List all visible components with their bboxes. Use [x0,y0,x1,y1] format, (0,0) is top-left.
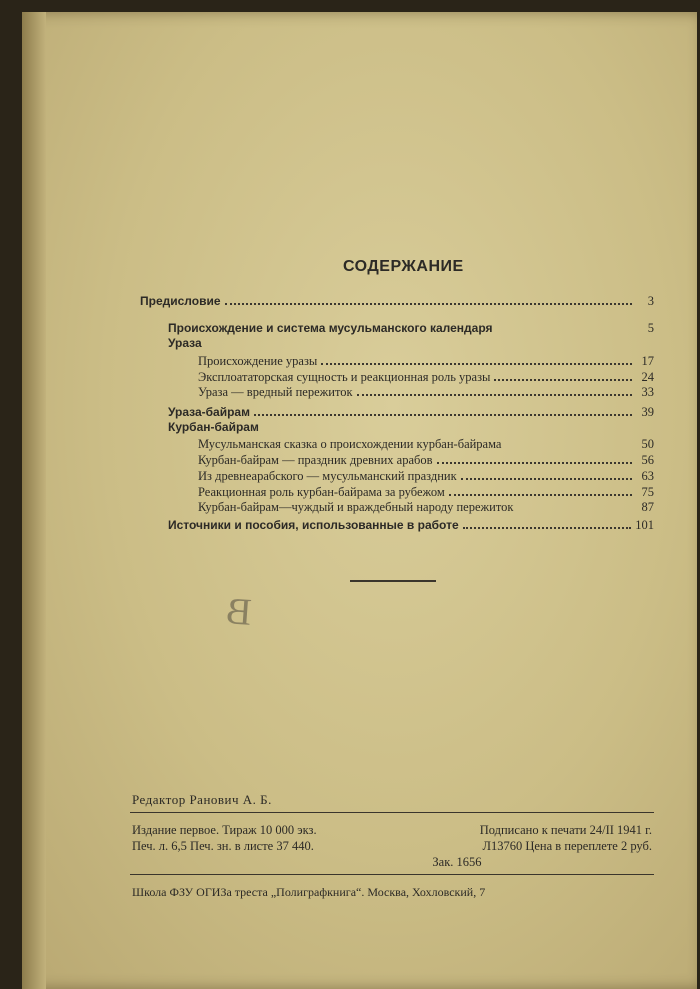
toc-entry: Ураза — вредный пережиток 33 [198,385,654,399]
imprint-line-1: Издание первое. Тираж 10 000 экз. Подписано к печати 24/II 1941 г. [132,823,652,837]
toc-entry: Ураза-байрам 39 [168,405,654,419]
toc-entry: Мусульманская сказка о происхождении курбан-байрама 50 [198,437,654,451]
toc-entry: Ураза [168,336,202,350]
toc-entry: Курбан-байрам [168,420,259,434]
toc-entry: Реакционная роль курбан-байрама за рубежом 75 [198,485,654,499]
toc-entry: Предисловие 3 [140,294,654,308]
toc-entry: Источники и пособия, использованные в работе 101 [168,518,654,532]
book-spine [22,12,46,989]
toc-entry: Курбан-байрам—чуждый и враждебный народу пережиток 87 [198,500,654,514]
toc-title: СОДЕРЖАНИЕ [343,258,464,275]
library-stamp: В [224,590,253,634]
order-number: Зак. 1656 [432,855,482,869]
printer-line: Школа ФЗУ ОГИЗа треста „Полиграфкнига“. Москва, Хохловский, 7 [132,885,486,899]
toc-entry: Эксплоататорская сущность и реакционная роль уразы 24 [198,370,654,384]
editor-line: Редактор Ранович А. Б. [132,792,272,807]
toc-entry: Из древнеарабского — мусульманский праздник 63 [198,469,654,483]
section-divider [350,580,436,582]
toc-entry: Происхождение уразы 17 [198,354,654,368]
imprint-line-2: Печ. л. 6,5 Печ. зн. в листе 37 440. Л13760 Цена в переплете 2 руб. [132,839,652,853]
imprint-rule [130,874,654,875]
toc-entry: Курбан-байрам — праздник древних арабов 56 [198,453,654,467]
toc-entry: Происхождение и система мусульманского календаря 5 [168,321,654,335]
imprint-rule [130,812,654,813]
